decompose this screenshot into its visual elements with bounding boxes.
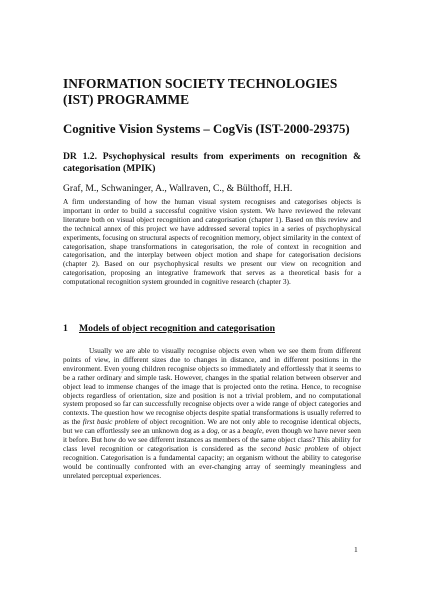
project-title: Cognitive Vision Systems – CogVis (IST-2000-29375): [63, 122, 350, 136]
page-number: 1: [354, 545, 358, 554]
body-text-part: of object recognition. Categorisation is a fundamental capacity; an organism without the ability to categorise would be continually confronted with an ever-changing array of seemingly meaningless and unrelated perceptual experiences.: [63, 443, 362, 480]
body-emphasis: dog: [206, 426, 218, 436]
body-paragraph: [63, 347, 361, 481]
section-heading: [63, 323, 361, 334]
body-text-part: , even though we have never seen it before. But how do we see different instances as members of the same object class? This ability for class level recognition or categorisation is considered as the: [63, 426, 361, 453]
body-text-part: Usually we are able to visually recognise objects even when we see them from different points of view, in different sizes due to changes in distance, and in different positions in the environment. Even young children recognise objects so immediately and effortlessly that it seems to be a rather ordinary and simple task. However, changes in the spatial relation between observer and object lead to immense changes of the image that is projected onto the retina. Hence, to recognise objects regardless of orientation, size and position is not a trivial problem, and no computational system proposed so far can successfully recognise objects over a wide range of object categories and contexts. The question how we recognise objects despite spatial transformations is usually referred to as the: [63, 346, 361, 427]
body-emphasis: first basic problem: [82, 417, 139, 427]
section-number: 1: [63, 323, 68, 334]
abstract-paragraph: A firm understanding of how the human visual system recognises and categorises objects is important in order to build a successful cognitive vision system. We have reviewed the relevant literature both on visual object recognition and categorisation (chapter 1). Based on this review and the technical annex of this project we have addressed several topics in a series of psychophysical experiments, focusing on structural aspects of recognition memory, object similarity in the context of categorisation, shape transformations in categorisation, the role of context in recognition and categorisation, and the interplay between object motion and shape for categorisation decisions (chapter 2). Based on our psychophysical results we present our view on recognition and categorisation, proposing an integrative framework that serves as a theoretical basis for a computational recognition system grounded in cognitive research (chapter 3).: [63, 197, 361, 287]
deliverable-title: DR 1.2. Psychophysical results from experiments on recognition & categorisation (MPIK): [63, 151, 361, 174]
body-text-part: of object recognition. We are not only able to recognise identical objects, but we can effortlessly see an unknown dog as a: [63, 417, 361, 436]
author-list: Graf, M., Schwaninger, A., Wallraven, C., & Bülthoff, H.H.: [63, 183, 293, 194]
programme-title: INFORMATION SOCIETY TECHNOLOGIES (IST) PROGRAMME: [63, 76, 338, 107]
body-emphasis: second basic problem: [260, 443, 329, 453]
body-emphasis: beagle: [242, 426, 262, 436]
section-title: Models of object recognition and categorisation: [79, 323, 275, 334]
body-text-part: , or as a: [217, 426, 243, 436]
